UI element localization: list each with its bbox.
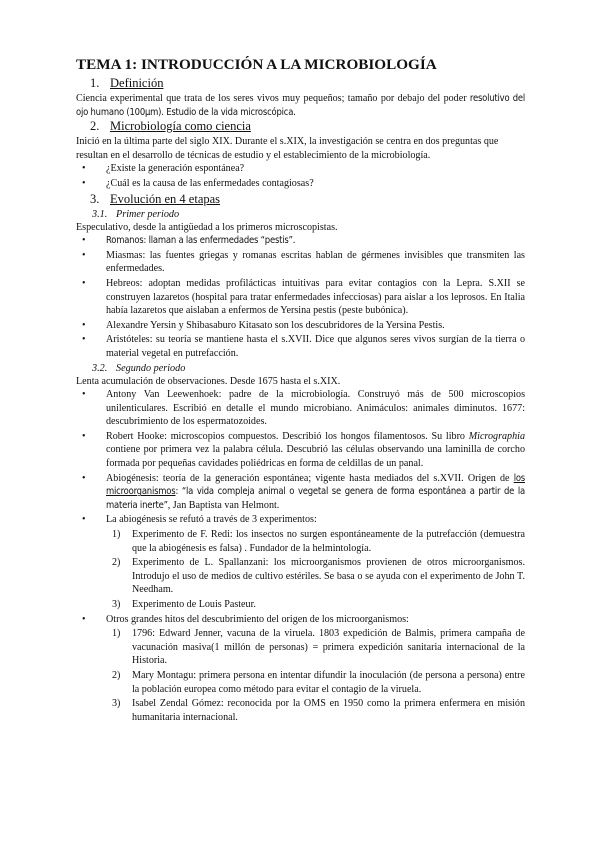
list-item-text: Robert Hooke: microscopios compuestos. Describió los hongos filamentosos. Su libro — [106, 430, 469, 442]
list-item — [76, 472, 525, 513]
list-item — [76, 234, 525, 248]
list-item-text: Abiogénesis: teoría de la generación espontánea; vigente hasta mediados del s.XVII. Origen de — [106, 472, 514, 484]
list-marker: 3) — [112, 698, 121, 710]
bullet-icon: • — [82, 235, 86, 247]
list-item — [76, 277, 525, 318]
list-item-text: contiene por primera vez la palabra célula. Descubrió las células observando una laminilla de corcho formada por pequeñas cavidades poliédricas en forma de celdillas de un panal. — [106, 444, 525, 470]
list-item-text: Experimento de F. Redi: los insectos no surgen espontáneamente de la putrefacción (demuestra que la abiogénesis es falsa) . Fundador de la helmintología. — [132, 529, 525, 554]
list-item — [76, 388, 525, 429]
list-item-text: Otros grandes hitos del descubrimiento del origen de los microorganismos: — [106, 613, 409, 625]
segundo-list — [76, 388, 525, 527]
list-item-text: Alexandre Yersin y Shibasaburo Kitasato son los descubridores de la Yersina Pestis. — [106, 319, 445, 331]
bullet-icon: • — [82, 514, 86, 526]
section-title: Definición — [110, 76, 164, 90]
book-title: Micrographia — [468, 430, 525, 442]
list-item — [76, 177, 525, 191]
list-item-text: , Jan Baptista van Helmont. — [167, 499, 280, 511]
definition-text: Ciencia experimental que trata de los seres vivos muy pequeños; tamaño por debajo del poder — [76, 93, 470, 104]
list-item-text: Hebreos: adoptan medidas profilácticas intuitivas para evitar contagios con la Lepra. S.XII se construyen lazaretos (hospital para tratar enfermedades infecciosas) para aislar a los leprosos. En Italia había lazaretos que aislaban a enfermos de Yersina pestis (peste bubónica). — [106, 277, 525, 317]
bullet-icon: • — [82, 249, 86, 261]
list-item-text: Isabel Zendal Gómez: reconocida por la OMS en 1950 como la primera enfermera en misión humanitaria internacional. — [132, 698, 525, 723]
section-number: 2. — [90, 119, 100, 134]
list-item-text: ¿Existe la generación espontánea? — [106, 163, 245, 175]
subsection-title: Primer periodo — [116, 208, 180, 220]
list-marker: 1) — [112, 628, 121, 640]
list-item — [76, 556, 525, 597]
document-title: TEMA 1: INTRODUCCIÓN A LA MICROBIOLOGÍA — [76, 56, 437, 73]
bullet-icon: • — [82, 277, 86, 289]
segundo-intro: Lenta acumulación de observaciones. Desde 1675 hasta el s.XIX. — [76, 375, 341, 387]
subsection-title: Segundo periodo — [116, 362, 186, 374]
section-number: 3. — [90, 191, 100, 206]
list-item — [76, 430, 525, 471]
bullet-icon: • — [82, 177, 86, 189]
quote-text: : “la vida compleja animal o vegetal se genera de forma espontánea a partir de la materia inerte” — [106, 486, 525, 511]
list-marker: 2) — [112, 669, 121, 681]
subsection-number: 3.2. — [92, 362, 108, 374]
list-item-text: Aristóteles: su teoría se mantiene hasta el s.XVII. Dice que algunos seres vivos surgían de la tierra o material vegetal en putrefacción. — [106, 334, 525, 359]
bullet-icon: • — [82, 389, 86, 401]
bullet-icon: • — [82, 430, 86, 442]
list-item — [76, 528, 525, 555]
definition-period: . — [293, 106, 296, 118]
milestones-list — [76, 627, 525, 724]
bullet-icon: • — [82, 319, 86, 331]
section-title: Microbiología como ciencia — [110, 119, 251, 134]
bullet-icon: • — [82, 613, 86, 625]
experiments-list — [76, 528, 525, 612]
bullet-icon: • — [82, 334, 86, 346]
list-item — [76, 613, 525, 627]
others-list — [76, 613, 525, 627]
primer-intro: Especulativo, desde la antigüedad a los primeros microscopistas. — [76, 221, 338, 233]
list-item — [76, 669, 525, 696]
questions-list — [76, 162, 525, 190]
list-marker: 1) — [112, 529, 121, 541]
section-heading-ciencia — [76, 119, 525, 134]
list-item — [76, 249, 525, 276]
list-item-text: Mary Montagu: primera persona en intentar difundir la inoculación (de persona a persona) entre la población europea como método para evitar el contagio de la viruela. — [132, 669, 525, 695]
list-item-text: La abiogénesis se refutó a través de 3 experimentos: — [106, 514, 317, 526]
subsection-heading-primer — [76, 208, 525, 221]
section-title: Evolución en 4 etapas — [110, 191, 221, 206]
subsection-number: 3.1. — [92, 208, 108, 220]
list-item-text: 1796: Edward Jenner, vacuna de la viruela. 1803 expedición de Balmis, primera campaña de vacunación masiva(1 millón de personas) = primera expedición sanitaria internacional de la Historia. — [132, 628, 525, 667]
list-item-text: Romanos: llaman a las enfermedades “pestis” — [106, 235, 293, 247]
list-item-text-underlined: los microorganismos — [106, 472, 525, 498]
list-item — [76, 319, 525, 333]
definition-text-sans: resolutivo del ojo humano (100μm). Estudio de la vida microscópica — [76, 93, 525, 118]
bullet-icon: • — [82, 472, 86, 484]
ciencia-paragraph: Inició en la última parte del siglo XIX. Durante el s.XIX, la investigación se centra en dos preguntas que resultan en el desarrollo de técnicas de estudio y el establecimiento de la microbiología. — [76, 136, 499, 161]
list-item — [76, 333, 525, 360]
list-item-text: Experimento de L. Spallanzani: los microorganismos provienen de otros microorganismos. Introdujo el uso de medios de cultivo estériles. Se basa o se ayuda con el experimento de John T. Needham. — [132, 557, 525, 596]
list-marker: 2) — [112, 557, 121, 569]
list-marker: 3) — [112, 599, 121, 610]
list-item — [76, 627, 525, 668]
list-item — [76, 162, 525, 176]
section-heading-evolucion — [76, 192, 525, 207]
definition-paragraph — [76, 92, 525, 119]
section-heading-definicion — [76, 76, 525, 91]
primer-list — [76, 234, 525, 360]
list-item-text: Experimento de Louis Pasteur. — [132, 599, 256, 610]
list-item — [76, 697, 525, 724]
list-item-text: Antony Van Leewenhoek: padre de la microbiología. Construyó más de 500 microscopios unilenticulares. Escribió en detalle el mundo microbiano. Animáculos: animales diminutos. 1677: descubrimiento de los espermatozoides. — [106, 389, 525, 428]
list-item-period: . — [292, 235, 296, 247]
section-number: 1. — [90, 76, 100, 90]
list-item — [76, 513, 525, 527]
bullet-icon: • — [82, 163, 86, 175]
list-item — [76, 598, 525, 612]
subsection-heading-segundo — [76, 362, 525, 375]
list-item-text: Miasmas: las fuentes griegas y romanas escritas hablan de gérmenes invisibles que transmiten las enfermedades. — [106, 249, 525, 275]
list-item-text: ¿Cuál es la causa de las enfermedades contagiosas? — [106, 177, 314, 189]
